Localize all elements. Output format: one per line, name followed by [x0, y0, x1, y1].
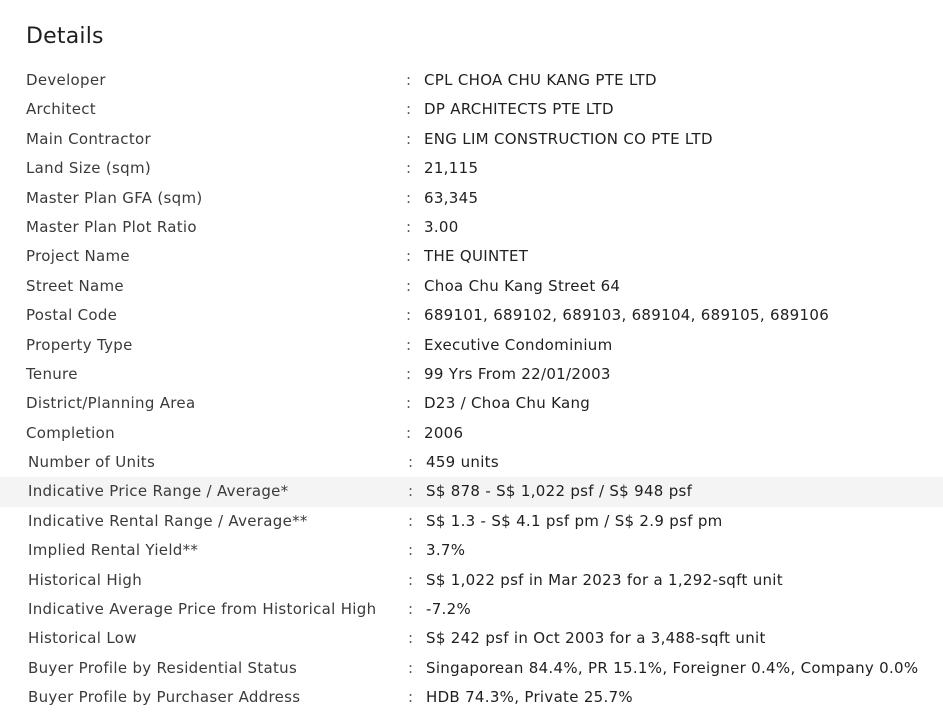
detail-label: Master Plan GFA (sqm) [26, 188, 203, 207]
detail-separator: : [406, 159, 412, 178]
detail-label: Completion [26, 423, 115, 442]
detail-separator: : [406, 335, 412, 354]
detail-separator: : [408, 629, 414, 648]
detail-separator: : [408, 658, 414, 677]
detail-row [0, 566, 943, 595]
detail-row [0, 301, 943, 330]
details-list [0, 66, 943, 713]
detail-row [0, 360, 943, 389]
detail-label: Street Name [26, 276, 124, 295]
detail-separator: : [406, 188, 412, 207]
detail-separator: : [406, 276, 412, 295]
detail-separator: : [408, 570, 414, 589]
detail-row [0, 624, 943, 653]
detail-value: CPL CHOA CHU KANG PTE LTD [424, 71, 657, 89]
detail-separator: : [406, 394, 412, 413]
detail-row [0, 477, 943, 506]
detail-row [0, 595, 943, 624]
detail-row [0, 154, 943, 183]
detail-row [0, 448, 943, 477]
detail-row [0, 66, 943, 95]
detail-label: Number of Units [28, 453, 156, 472]
detail-value: S$ 242 psf in Oct 2003 for a 3,488-sqft unit [426, 629, 766, 648]
section-title: Details [26, 24, 104, 49]
detail-value: Choa Chu Kang Street 64 [424, 276, 621, 295]
detail-row [0, 95, 943, 124]
detail-row [0, 184, 943, 213]
detail-value: ENG LIM CONSTRUCTION CO PTE LTD [424, 129, 713, 148]
detail-separator: : [408, 541, 414, 560]
detail-separator: : [408, 688, 414, 707]
detail-separator: : [406, 129, 412, 148]
detail-label: Indicative Average Price from Historical High [28, 600, 377, 619]
detail-separator: : [408, 453, 414, 472]
detail-value: 689101, 689102, 689103, 689104, 689105, 689106 [424, 306, 830, 325]
detail-row [0, 331, 943, 360]
detail-label: Main Contractor [26, 129, 151, 148]
detail-label: Tenure [26, 364, 78, 383]
detail-value: S$ 1.3 - S$ 4.1 psf pm / S$ 2.9 psf pm [426, 511, 723, 530]
detail-separator: : [406, 364, 412, 383]
detail-label: District/Planning Area [26, 394, 196, 413]
detail-separator: : [406, 100, 412, 119]
detail-value: D23 / Choa Chu Kang [424, 394, 591, 413]
detail-label: Buyer Profile by Residential Status [28, 658, 298, 677]
detail-value: THE QUINTET [424, 247, 529, 266]
detail-separator: : [406, 71, 412, 89]
detail-separator: : [408, 600, 414, 619]
detail-label: Architect [26, 100, 96, 119]
detail-label: Postal Code [26, 306, 118, 325]
detail-row [0, 536, 943, 565]
detail-value: 459 units [426, 453, 499, 472]
detail-row [0, 125, 943, 154]
detail-label: Project Name [26, 247, 130, 266]
detail-label: Developer [26, 71, 106, 89]
detail-label: Historical High [28, 570, 143, 589]
detail-row [0, 507, 943, 536]
detail-row [0, 654, 943, 683]
detail-row [0, 389, 943, 418]
detail-label: Master Plan Plot Ratio [26, 217, 197, 236]
detail-row [0, 272, 943, 301]
detail-label: Historical Low [28, 629, 137, 648]
detail-value: DP ARCHITECTS PTE LTD [424, 100, 614, 119]
detail-label: Implied Rental Yield** [28, 541, 199, 560]
detail-label: Buyer Profile by Purchaser Address [28, 688, 301, 707]
detail-value: S$ 878 - S$ 1,022 psf / S$ 948 psf [426, 482, 693, 501]
detail-label: Land Size (sqm) [26, 159, 152, 178]
detail-value: 21,115 [424, 159, 479, 178]
detail-separator: : [408, 511, 414, 530]
detail-separator: : [408, 482, 414, 501]
detail-value: HDB 74.3%, Private 25.7% [426, 688, 633, 707]
detail-value: 63,345 [424, 188, 479, 207]
detail-value: Singaporean 84.4%, PR 15.1%, Foreigner 0.4%, Company 0.0% [426, 658, 919, 677]
detail-value: 3.00 [424, 217, 459, 236]
detail-value: 2006 [424, 423, 464, 442]
detail-separator: : [406, 247, 412, 266]
detail-value: 99 Yrs From 22/01/2003 [424, 364, 611, 383]
detail-row [0, 213, 943, 242]
detail-row [0, 683, 943, 712]
detail-separator: : [406, 217, 412, 236]
detail-label: Indicative Rental Range / Average** [28, 511, 308, 530]
detail-label: Indicative Price Range / Average* [28, 482, 289, 501]
detail-row [0, 419, 943, 448]
detail-value: S$ 1,022 psf in Mar 2023 for a 1,292-sqft unit [426, 570, 783, 589]
detail-separator: : [406, 423, 412, 442]
detail-row [0, 242, 943, 271]
detail-separator: : [406, 306, 412, 325]
detail-value: -7.2% [426, 600, 472, 619]
detail-value: Executive Condominium [424, 335, 613, 354]
detail-value: 3.7% [426, 541, 466, 560]
detail-label: Property Type [26, 335, 133, 354]
